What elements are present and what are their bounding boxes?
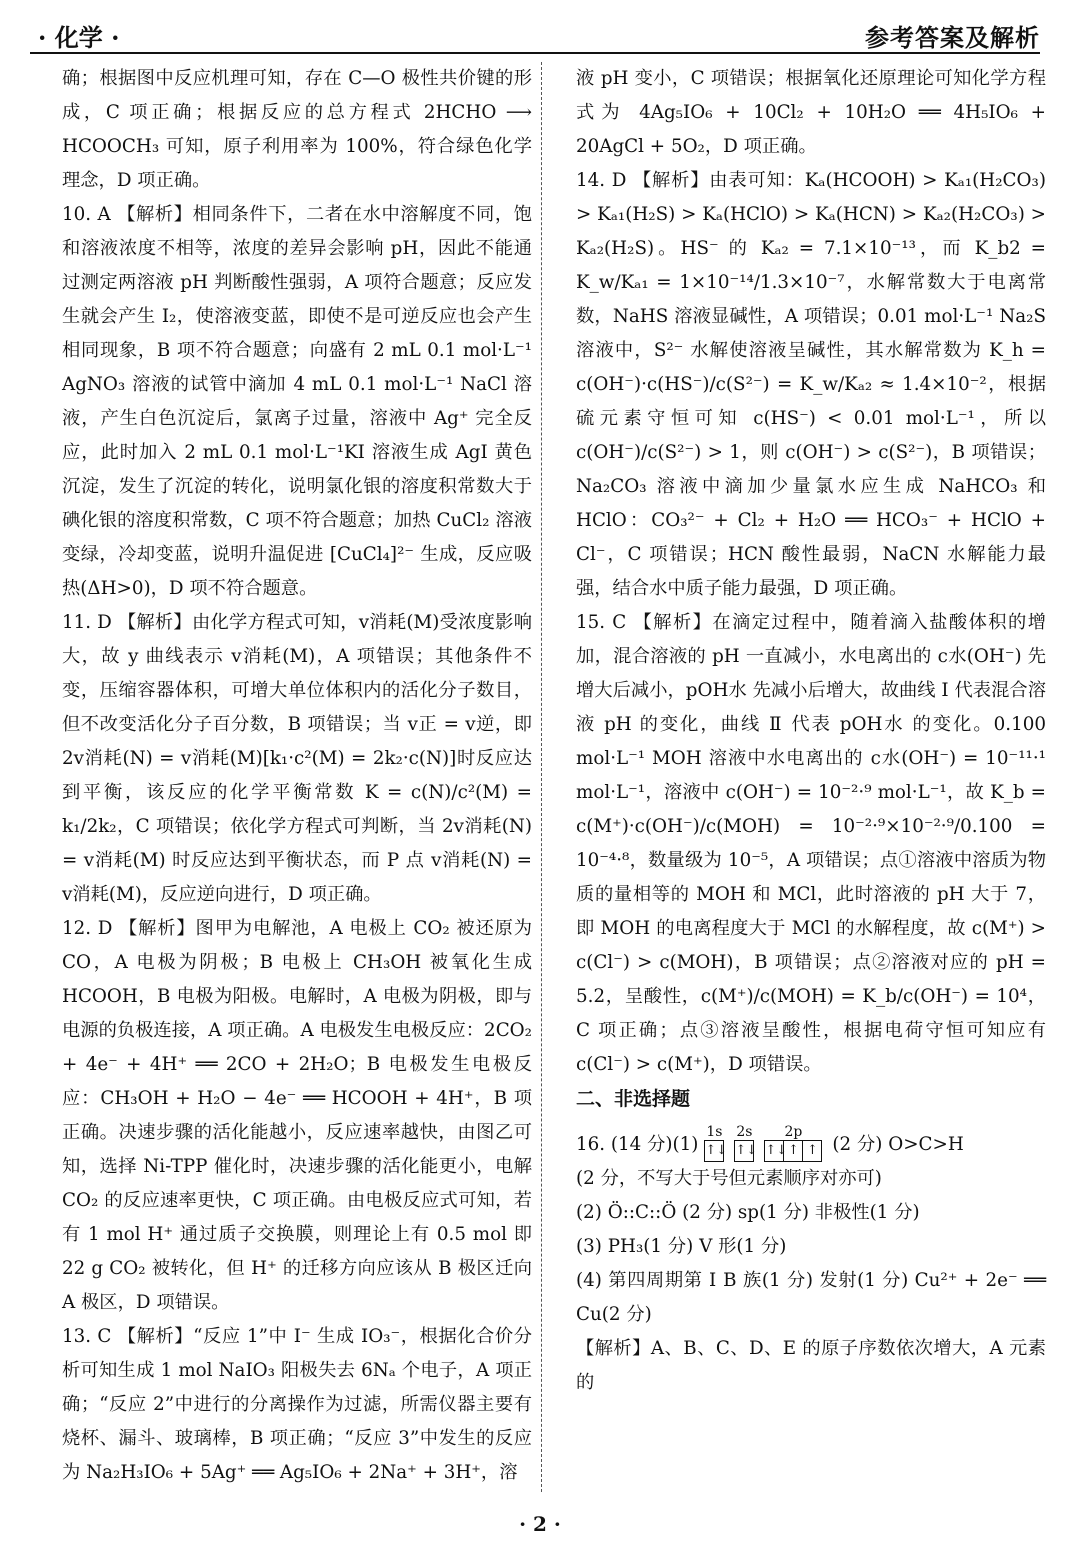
- subject-label: · 化学 ·: [38, 23, 120, 52]
- page-number: · 2 ·: [519, 1512, 561, 1536]
- paragraph-q11: 11. D 【解析】由化学方程式可知，v消耗(M)受浓度影响大，故 y 曲线表示 v消耗(M)，A 项错误；其他条件不变，压缩容器体积，可增大单位体积内的活化分子数目，但不改变活化分子百分数，B 项错误；当 v正 = v逆，即 2v消耗(N) = v消耗(M)[k₁·c²(M) = 2k₂·c(N)]时反应达到平衡，该反应的化学平衡常数 K = c(N)/c²(M) = k₁/2k₂，C 项错误；依化学方程式可判断，当 2v消耗(N) = v消耗(M) 时反应达到平衡状态，而 P 点 v消耗(N) = v消耗(M)，反应逆向进行，D 项正确。: [62, 612, 532, 905]
- paragraph-q12: 12. D 【解析】图甲为电解池，A 电极上 CO₂ 被还原为 CO，A 电极为阴极；B 电极上 CH₃OH 被氧化生成 HCOOH，B 电极为阳极。电解时，A 电极为阴极，即与电源的负极连接，A 项正确。A 电极发生电极反应：2CO₂ + 4e⁻ + 4H⁺ ══ 2CO + 2H₂O；B 电极发生电极反应：CH₃OH + H₂O − 4e⁻ ══ HCOOH + 4H⁺，B 项正确。决速步骤的活化能越小，反应速率越快，由图乙可知，选择 Ni-TPP 催化时，决速步骤的活化能更小，电解 CO₂ 的反应速率更快，C 项正确。由电极反应式可知，若有 1 mol H⁺ 通过质子交换膜，则理论上有 0.5 mol 即22 g CO₂ 被转化，但 H⁺ 的迁移方向应该从 B 极区迁向 A 极区，D 项错误。: [62, 918, 532, 1313]
- left-column: [62, 62, 532, 1490]
- q16-answer-1: (2 分) O>C>H: [832, 1134, 964, 1155]
- section-title: 二、非选择题: [576, 1088, 691, 1110]
- column-divider: [541, 62, 542, 1492]
- paragraph-q13-cont: 液 pH 变小，C 项错误；根据氧化还原理论可知化学方程式为 4Ag₅IO₆ + 10Cl₂ + 10H₂O ══ 4H₅IO₆ + 20AgCl + 5O₂，D 项正确。: [576, 68, 1046, 157]
- paragraph-q10: 10. A 【解析】相同条件下，二者在水中溶解度不同，饱和溶液浓度不相等，浓度的差异会影响 pH，因此不能通过测定两溶液 pH 判断酸性强弱，A 项符合题意；反应发生就会产生 I₂，使溶液变蓝，即使不是可逆反应也会产生相同现象，B 项不符合题意；向盛有 2 mL 0.1 mol·L⁻¹ AgNO₃ 溶液的试管中滴加 4 mL 0.1 mol·L⁻¹ NaCl 溶液，产生白色沉淀后，氯离子过量，溶液中 Ag⁺ 完全反应，此时加入 2 mL 0.1 mol·L⁻¹KI 溶液生成 AgI 黄色沉淀，发生了沉淀的转化，说明氯化银的溶度积常数大于碘化银的溶度积常数，C 项不符合题意；加热 CuCl₂ 溶液变绿，冷却变蓝，说明升温促进 [CuCl₄]²⁻ 生成，反应吸热(ΔH>0)，D 项不符合题意。: [62, 204, 532, 599]
- paragraph-q13: 13. C 【解析】“反应 1”中 I⁻ 生成 IO₃⁻，根据化合价分析可知生成 1 mol NaIO₃ 阳极失去 6Nₐ 个电子，A 项正确；“反应 2”中进行的分离操作为过滤，所需仪器主要有烧杯、漏斗、玻璃棒，B 项正确；“反应 3”中发生的反应为 Na₂H₃IO₆ + 5Ag⁺ ══ Ag₅IO₆ + 2Na⁺ + 3H⁺，溶: [62, 1326, 532, 1483]
- q16-line: (2 分，不写大于号但元素顺序对亦可): [576, 1168, 882, 1189]
- q16-orbital-line: [576, 1116, 1046, 1162]
- orbital-1s: [704, 1124, 728, 1162]
- orbital-box: ↑↓: [705, 1143, 728, 1158]
- page-header: [30, 18, 1040, 54]
- orbital-box: ↑: [784, 1141, 803, 1161]
- orbital-boxes: [704, 1140, 728, 1162]
- orbital-boxes: [764, 1140, 822, 1162]
- q16-prefix: 16. (14 分)(1): [576, 1134, 699, 1155]
- orbital-box: ↑: [806, 1143, 818, 1158]
- q16-explanation: 【解析】A、B、C、D、E 的原子序数依次增大，A 元素的: [576, 1338, 1046, 1393]
- orbital-label: 2p: [784, 1124, 803, 1140]
- orbital-label: 1s: [706, 1124, 723, 1140]
- q16-line: (4) 第四周期第 Ⅰ B 族(1 分) 发射(1 分) Cu²⁺ + 2e⁻ ══ Cu(2 分): [576, 1270, 1046, 1325]
- paragraph-q15: 15. C 【解析】在滴定过程中，随着滴入盐酸体积的增加，混合溶液的 pH 一直减小，水电离出的 c水(OH⁻) 先增大后减小，pOH水 先减小后增大，故曲线 Ⅰ 代表混合溶液 pH 的变化，曲线 Ⅱ 代表 pOH水 的变化。0.100 mol·L⁻¹ MOH 溶液中水电离出的 c水(OH⁻) = 10⁻¹¹·¹ mol·L⁻¹，溶液中 c(OH⁻) = 10⁻²·⁹ mol·L⁻¹，故 K_b = c(M⁺)·c(OH⁻)/c(MOH) = 10⁻²·⁹×10⁻²·⁹/0.100 = 10⁻⁴·⁸，数量级为 10⁻⁵，A 项错误；点①溶液中溶质为物质的量相等的 MOH 和 MCl，此时溶液的 pH 大于 7，即 MOH 的电离程度大于 MCl 的水解程度，故 c(M⁺) > c(Cl⁻) > c(MOH)，B 项错误；点②溶液对应的 pH = 5.2，呈酸性，c(M⁺)/c(MOH) = K_b/c(OH⁻) = 10⁴，C 项正确；点③溶液呈酸性，根据电荷守恒可知应有 c(Cl⁻) > c(M⁺)，D 项错误。: [576, 612, 1046, 1075]
- orbital-box: ↑↓: [765, 1141, 784, 1161]
- q16-line: (3) PH₃(1 分) V 形(1 分): [576, 1236, 787, 1257]
- orbital-label: 2s: [736, 1124, 753, 1140]
- header-title: 参考答案及解析: [865, 23, 1040, 52]
- paragraph-q14: 14. D 【解析】由表可知：Kₐ(HCOOH) > Kₐ₁(H₂CO₃) > Kₐ₁(H₂S) > Kₐ(HClO) > Kₐ(HCN) > Kₐ₂(H₂CO₃) > Kₐ₂(H₂S)。HS⁻ 的 Kₐ₂ = 7.1×10⁻¹³，而 K_b2 = K_w/Kₐ₁ = 1×10⁻¹⁴/1.3×10⁻⁷，水解常数大于电离常数，NaHS 溶液显碱性，A 项错误；0.01 mol·L⁻¹ Na₂S 溶液中，S²⁻ 水解使溶液呈碱性，其水解常数为 K_h = c(OH⁻)·c(HS⁻)/c(S²⁻) = K_w/Kₐ₂ ≈ 1.4×10⁻²，根据硫元素守恒可知 c(HS⁻) < 0.01 mol·L⁻¹，所以 c(OH⁻)/c(S²⁻) > 1，则 c(OH⁻) > c(S²⁻)，B 项错误；Na₂CO₃ 溶液中滴加少量氯水应生成 NaHCO₃ 和 HClO：CO₃²⁻ + Cl₂ + H₂O ══ HCO₃⁻ + HClO + Cl⁻，C 项错误；HCN 酸性最弱，NaCN 水解能力最强，结合水中质子能力最强，D 项正确。: [576, 170, 1046, 599]
- orbital-box: ↑↓: [735, 1143, 758, 1158]
- orbital-boxes: [734, 1140, 758, 1162]
- paragraph-q9-cont: 确；根据图中反应机理可知，存在 C—O 极性共价键的形成，C 项正确；根据反应的总方程式 2HCHO ⟶ HCOOCH₃ 可知，原子利用率为 100%，符合绿色化学理念，D 项正确。: [62, 68, 532, 191]
- right-column: [576, 62, 1046, 1400]
- q16-line: (2) Ö::C::Ö (2 分) sp(1 分) 非极性(1 分): [576, 1202, 920, 1223]
- orbital-2s: [734, 1124, 758, 1162]
- orbital-2p: [764, 1124, 822, 1162]
